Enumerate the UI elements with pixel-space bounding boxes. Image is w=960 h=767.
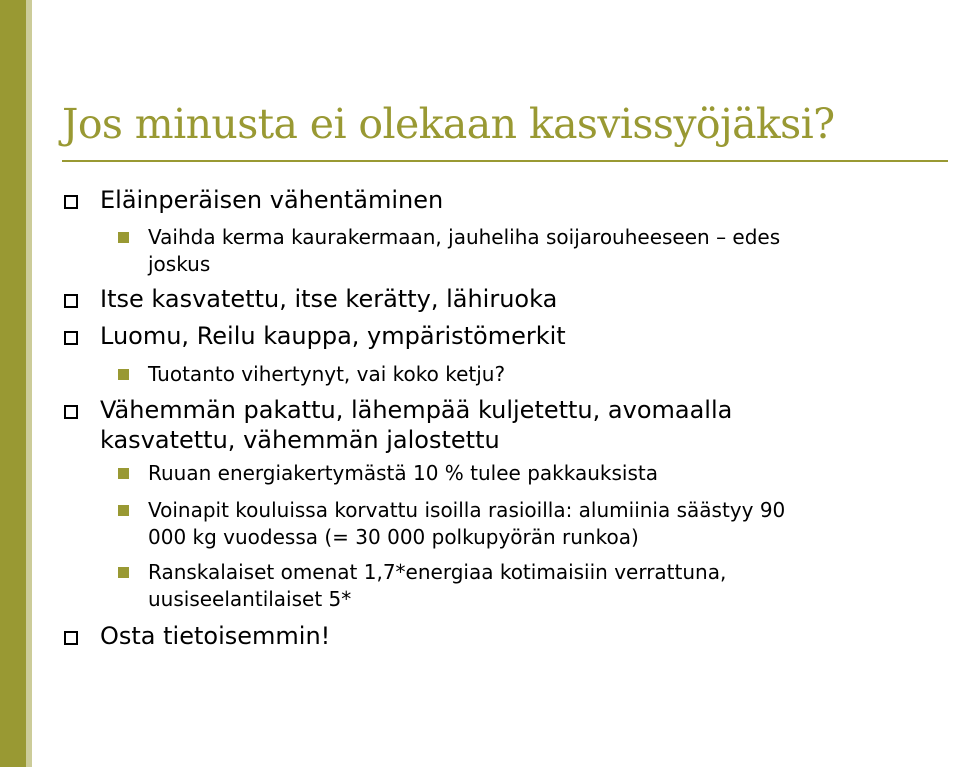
sub-bullet-item-text: Voinapit kouluissa korvattu isoilla rasioilla: alumiinia säästyy 90: [148, 498, 786, 522]
filled-square-bullet-icon: [118, 567, 129, 578]
bullet-item-text: Vähemmän pakattu, lähempää kuljetettu, avomaalla: [100, 396, 733, 424]
hollow-square-bullet-icon: [64, 631, 78, 645]
sub-bullet-item-text: 000 kg vuodessa (= 30 000 polkupyörän runkoa): [148, 525, 639, 549]
sub-bullet-item-text: Ranskalaiset omenat 1,7*energiaa kotimaisiin verrattuna,: [148, 560, 727, 584]
hollow-square-bullet-icon: [64, 195, 78, 209]
title-underline: [62, 160, 948, 162]
sub-bullet-item-text: Vaihda kerma kaurakermaan, jauheliha soijarouheeseen – edes: [148, 225, 781, 249]
bullet-item-text: Eläinperäisen vähentäminen: [100, 186, 444, 214]
slide-title: Jos minusta ei olekaan kasvissyöjäksi?: [62, 100, 835, 148]
sub-bullet-item-text: joskus: [148, 252, 211, 276]
left-accent-stripe: [0, 0, 26, 767]
bullet-item-text: Luomu, Reilu kauppa, ympäristömerkit: [100, 322, 566, 350]
filled-square-bullet-icon: [118, 468, 129, 479]
hollow-square-bullet-icon: [64, 405, 78, 419]
sub-bullet-item-text: Tuotanto vihertynyt, vai koko ketju?: [148, 362, 506, 386]
filled-square-bullet-icon: [118, 505, 129, 516]
sub-bullet-item-text: uusiseelantilaiset 5*: [148, 587, 352, 611]
bullet-item-text: kasvatettu, vähemmän jalostettu: [100, 426, 500, 454]
hollow-square-bullet-icon: [64, 294, 78, 308]
left-accent-stripe-light: [26, 0, 32, 767]
filled-square-bullet-icon: [118, 232, 129, 243]
hollow-square-bullet-icon: [64, 331, 78, 345]
filled-square-bullet-icon: [118, 369, 129, 380]
bullet-item-text: Itse kasvatettu, itse kerätty, lähiruoka: [100, 285, 558, 313]
sub-bullet-item-text: Ruuan energiakertymästä 10 % tulee pakkauksista: [148, 461, 658, 485]
bullet-item-text: Osta tietoisemmin!: [100, 622, 331, 650]
